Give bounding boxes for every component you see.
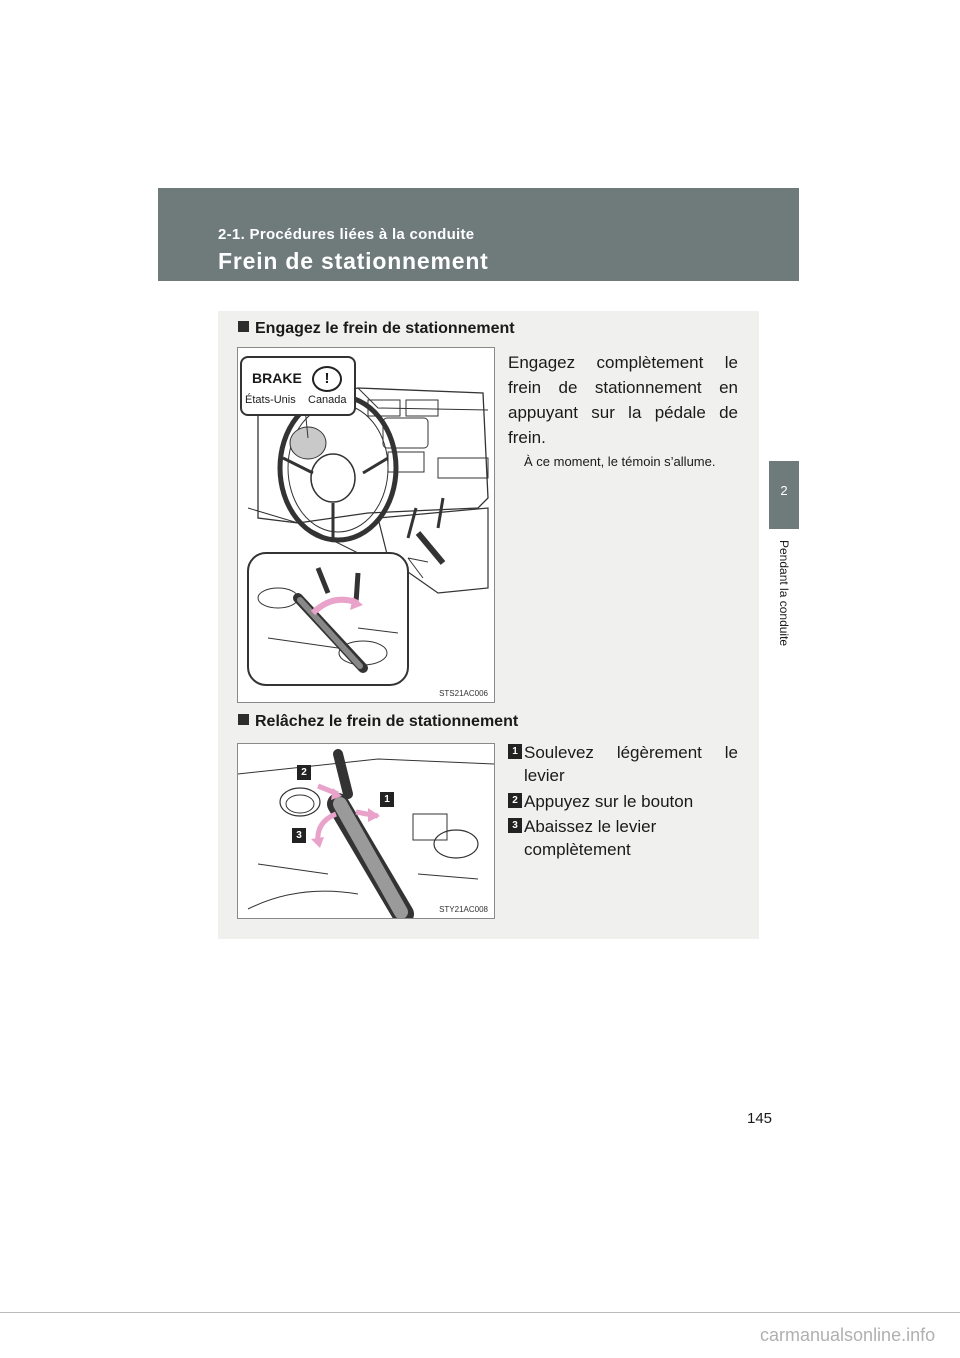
brake-text: BRAKE [252, 370, 302, 386]
release-step-3 [508, 815, 738, 861]
release-step-2 [508, 790, 738, 813]
region-us-label: États-Unis [245, 394, 296, 406]
engage-note: À ce moment, le témoin s’allume. [524, 454, 716, 469]
step-text: Soulevez légèrement le levier [524, 743, 738, 785]
release-figure-code: STY21AC008 [439, 905, 488, 914]
page-number: 145 [747, 1110, 773, 1127]
callout-3: 3 [292, 828, 306, 843]
watermark: carmanualsonline.info [760, 1325, 936, 1345]
engage-body: Engagez complètement le frein de stationnement en appuyant sur la pédale de frein. [508, 353, 738, 447]
region-ca-label: Canada [308, 394, 347, 406]
engage-figure-code: STS21AC006 [439, 689, 488, 698]
step-text: Abaissez le levier complètement [524, 817, 657, 859]
step-text: Appuyez sur le bouton [524, 792, 694, 811]
section-title: 2-1. Procédures liées à la conduite [218, 226, 475, 243]
chapter-header [158, 188, 799, 281]
square-bullet-icon [238, 714, 249, 725]
callout-2: 2 [297, 765, 311, 780]
release-heading-text: Relâchez le frein de stationnement [255, 713, 519, 730]
page-title: Frein de stationnement [218, 248, 489, 274]
brake-indicator-box [240, 356, 356, 416]
square-bullet-icon [238, 321, 249, 332]
step-number: 1 [508, 744, 522, 759]
step-number: 2 [508, 793, 522, 808]
release-illustration [237, 743, 495, 919]
release-step-1 [508, 741, 738, 787]
brake-warning-icon: ! [312, 366, 342, 392]
release-heading [238, 713, 518, 731]
engage-heading [238, 320, 515, 338]
chapter-number: 2 [780, 483, 788, 498]
chapter-label [777, 540, 793, 680]
lever-illustration [238, 744, 494, 918]
callout-1: 1 [380, 792, 394, 807]
chapter-tab [769, 461, 799, 529]
chapter-label-text: Pendant la conduite [777, 540, 791, 647]
engage-heading-text: Engagez le frein de stationnement [255, 320, 515, 337]
footer-divider [0, 1312, 960, 1313]
step-number: 3 [508, 818, 522, 833]
